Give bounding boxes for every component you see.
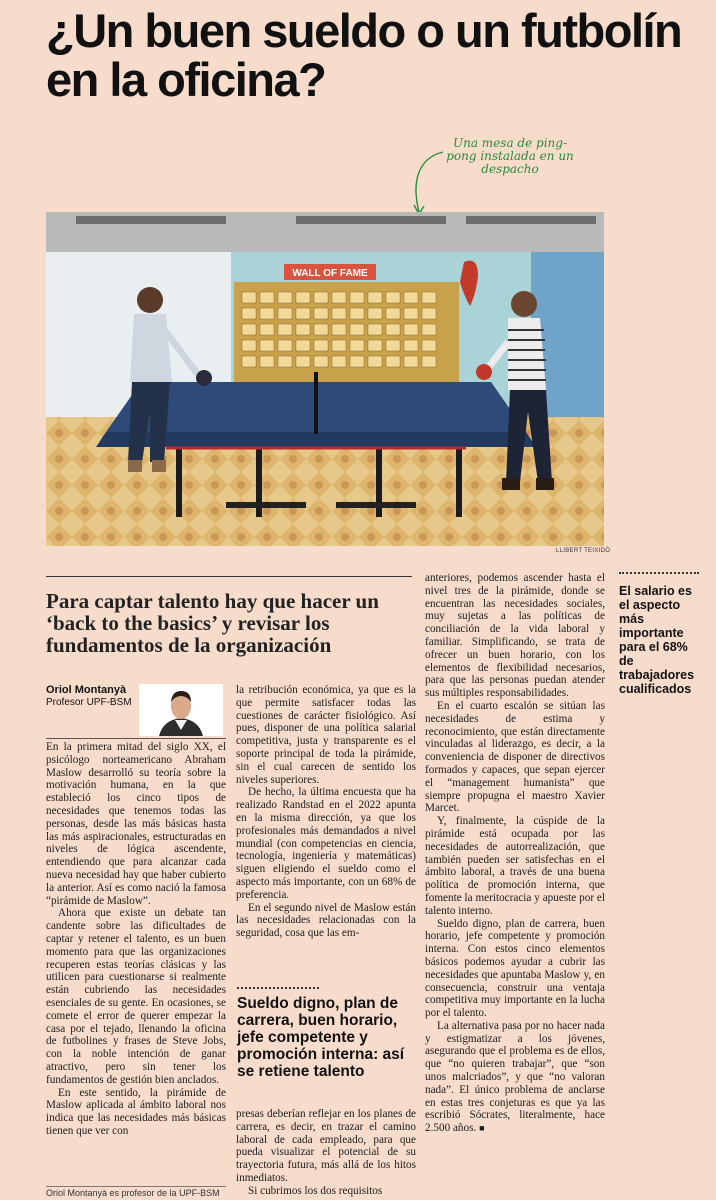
- author-footnote: Oriol Montanyà es profesor de la UPF-BSM: [46, 1188, 220, 1198]
- subheadline: Para captar talento hay que hacer un ‘back to the basics’ y revisar los fundamentos de la organización: [46, 589, 379, 657]
- paragraph: En el cuarto escalón se sitúan las necesidades de estima y reconocimiento, que están directamente vinculadas al liderazgo, es decir, a la conveniencia de disponer de directivos formados y capaces, que sepan ejercer el “management humanista” que siempre propugna el maestro Xavier Marcet.: [425, 699, 605, 815]
- author-photo: [139, 684, 223, 736]
- paragraph: En la primera mitad del siglo XX, el psicólogo norteamericano Abraham Maslow desarrolló su teoría sobre la motivación humana, en la que estableció los cinco tipos de necesidades que tenemos todas las personas, desde las más básicas hasta las más aspiracionales, estructuradas en niveles de lógica ascendente, entendiendo que para alcanzar cada nueva necesidad hay que haber cubierto la anterior. Así es como nació la famosa “pirámide de Maslow”.: [46, 741, 226, 907]
- column-3: [425, 572, 605, 1135]
- sidebar-fact: [619, 572, 701, 696]
- column-2-continued: [236, 1108, 416, 1198]
- paragraph: anteriores, podemos ascender hasta el nivel tres de la pirámide, donde se encuentran las necesidades sociales, muy sujetas a las políticas de conciliación de la vida laboral y familiar. Simplificando, se trata de ofrecer un buen horario, con los elementos de flexibilidad necesarios, para que las personas puedan atender sus múltiples responsabilidades.: [425, 572, 605, 700]
- divider: [46, 738, 226, 739]
- column-2: [236, 684, 416, 940]
- paragraph: Sueldo digno, plan de carrera, buen horario, jefe competente y promoción interna. Con estos cinco elementos básicos podemos ayudar a cubrir las necesidades que apuntaba Maslow y, en consecuencia, construir una ventaja competitiva muy importante en la lucha por el talento.: [425, 917, 605, 1020]
- paragraph: De hecho, la última encuesta que ha realizado Randstad en el 2022 apunta en la misma dirección, ya que los profesionales más demandados a nivel mundial (con competencias en ciencia, tecnología, ingeniería y matemáticas) siguen eligiendo el sueldo como el aspecto más importante, con un 68% de preferencia.: [236, 786, 416, 901]
- wall-of-fame-sign: WALL OF FAME: [292, 268, 368, 279]
- dotted-rule: [619, 572, 699, 580]
- paragraph: [425, 1020, 605, 1135]
- office-ping-pong-photo: [46, 212, 604, 546]
- photo-annotation: Una mesa de ping-pong instalada en un despacho: [446, 136, 574, 176]
- sidebar-fact-text: El salario es el aspecto más importante para el 68% de trabajadores cualificados: [619, 584, 695, 696]
- paragraph: Y, finalmente, la cúspide de la pirámide está ocupada por las necesidades de autorrealización, que también pueden ser satisfechas en el ámbito laboral, a través de una buena política de promoción interna, que fomente la meritocracia y apueste por el talento interno.: [425, 815, 605, 917]
- end-mark-icon: ■: [479, 1123, 485, 1134]
- divider: [46, 576, 412, 577]
- paragraph: En este sentido, la pirámide de Maslow aplicada al ámbito laboral nos indica que las necesidades más básicas tienen que ver con: [46, 1086, 226, 1137]
- paragraph-text: La alternativa pasa por no hacer nada y estigmatizar a los jóvenes, asegurando que el problema es de ellos, que “no quieren trabajar”, que “son unos malcriados”, y que “no valoran nada”. El único problema de anclarse en estas tres conjeturas es que ya las escribió Sócrates, literalmente, hace 2.500 años.: [425, 1019, 605, 1135]
- paragraph: Si cubrimos los dos requisitos: [248, 1184, 383, 1197]
- paragraph: Ahora que existe un debate tan candente sobre las dificultades de captar y retener el talento, es un buen momento para que las organizaciones recuperen estas teorías clásicas y las utilicen para cuestionarse si realmente están cubriendo las necesidades esenciales de su gente. En ocasiones, se comete el error de querer empezar la casa por el tejado, llenando la oficina de futbolines y frases de Steve Jobs, con la noble intención de ganar atractivo, pero sin tener los fundamentos de gestión bien anclados.: [46, 907, 226, 1086]
- author-name: Oriol Montanyà: [46, 684, 127, 696]
- dotted-rule: [237, 987, 319, 993]
- paragraph: presas deberían reflejar en los planes de carrera, es decir, en trazar el camino laboral de cada empleado, para que pueda visualizar el potencial de su trayectoria futura, más allá de los hitos inmediatos.: [236, 1108, 416, 1184]
- divider: [46, 1186, 226, 1187]
- pullquote: [237, 987, 417, 1080]
- column-1: [46, 741, 226, 1138]
- author-role: Profesor UPF-BSM: [46, 697, 132, 708]
- paragraph: la retribución económica, ya que es la que permite satisfacer todas las cuestiones de carácter fisiológico. Así pues, disponer de una política salarial competitiva, justa y transparente es el soporte principal de toda la pirámide, sin el cual carecen de sentido los niveles superiores.: [236, 684, 416, 786]
- paragraph: En el segundo nivel de Maslow están las necesidades relacionadas con la seguridad, cosa que las em-: [236, 901, 416, 940]
- pullquote-text: Sueldo digno, plan de carrera, buen horario, jefe competente y promoción interna: así se retiene talento: [237, 995, 405, 1080]
- headline: ¿Un buen sueldo o un futbolín en la oficina?: [46, 4, 682, 106]
- photo-credit: LLIBERT TEIXIDÓ: [556, 548, 611, 554]
